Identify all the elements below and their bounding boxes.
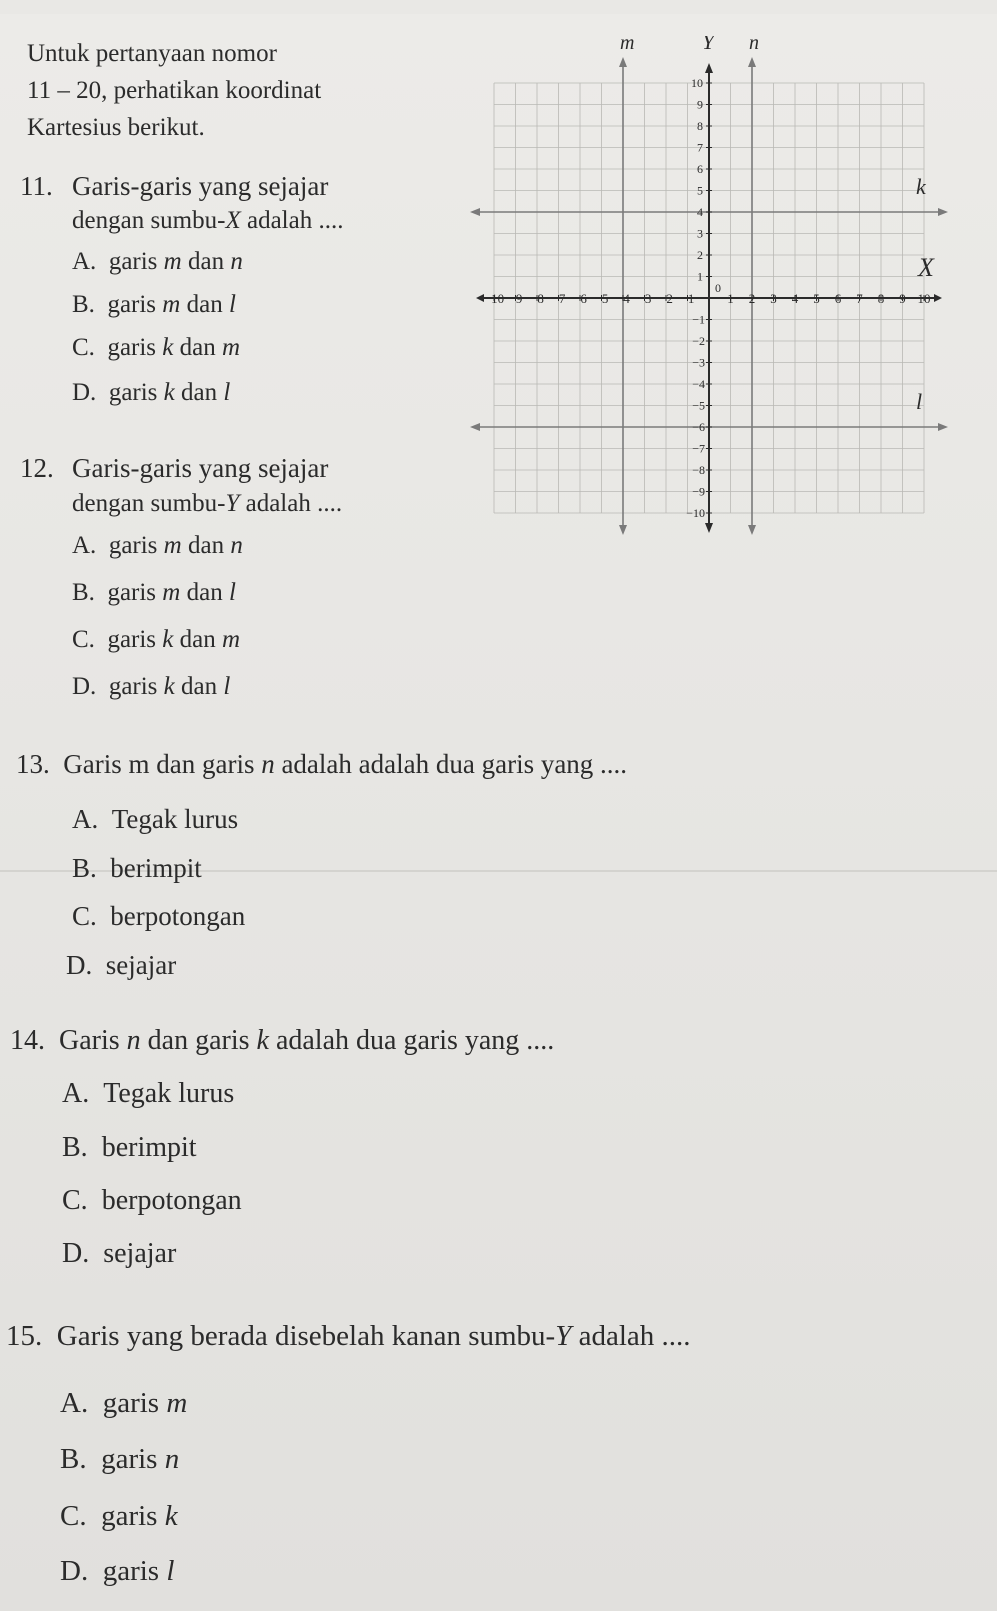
q11-option-a[interactable]: A. garis m dan n — [72, 248, 243, 275]
line-l-label: l — [916, 389, 923, 414]
intro-line-3: Kartesius berikut. — [27, 114, 205, 141]
q13-option-a[interactable]: A. Tegak lurus — [72, 804, 239, 834]
line-l-arrow-right — [938, 423, 948, 431]
y-axis-arrow-down — [705, 523, 713, 533]
x-axis-arrow-right — [934, 294, 942, 302]
q15-option-c[interactable]: C. garis k — [60, 1500, 178, 1532]
q14-option-d[interactable]: D. sejajar — [62, 1238, 177, 1269]
q12-option-d[interactable]: D. garis k dan l — [72, 673, 231, 700]
x-tick-label: 8 — [877, 291, 885, 306]
y-tick-label: 10 — [691, 76, 703, 90]
x-axis-arrow-left — [476, 294, 484, 302]
line-n-arrow-down — [748, 525, 756, 535]
q12-option-b[interactable]: B. garis m dan l — [72, 579, 236, 606]
y-tick-label: 1 — [697, 269, 703, 284]
x-tick-label: 9 — [899, 291, 906, 306]
x-tick-label: −8 — [530, 291, 544, 306]
x-tick-label: 1 — [727, 291, 734, 306]
y-tick-label: −1 — [692, 312, 705, 327]
q13-stem: 13. Garis m dan garis n adalah adalah dua garis yang .... — [16, 749, 628, 779]
y-tick-label: −4 — [692, 377, 705, 391]
line-m-label: m — [620, 36, 635, 54]
q15-option-a[interactable]: A. garis m — [60, 1387, 188, 1419]
y-tick-label: 7 — [697, 140, 703, 155]
x-tick-label: 5 — [813, 291, 820, 306]
y-tick-label: 3 — [697, 226, 703, 241]
y-tick-label: −5 — [692, 398, 705, 413]
y-tick-label: −2 — [692, 334, 705, 348]
x-tick-label: −5 — [594, 291, 609, 306]
y-tick-label: 4 — [697, 205, 703, 219]
y-axis-arrow-up — [705, 63, 713, 73]
q11-option-d[interactable]: D. garis k dan l — [72, 379, 231, 406]
x-tick-label: 6 — [834, 291, 842, 306]
y-tick-label: 8 — [697, 119, 703, 133]
x-tick-label: 10 — [917, 291, 931, 306]
q12-option-c[interactable]: C. garis k dan m — [72, 626, 241, 653]
q14-option-a[interactable]: A. Tegak lurus — [62, 1078, 235, 1109]
q15-option-b[interactable]: B. garis n — [60, 1443, 180, 1475]
intro-line-2: 11 – 20, perhatikan koordinat — [27, 77, 322, 104]
q13-option-b[interactable]: B. berimpit — [72, 853, 202, 883]
y-tick-label: −9 — [692, 484, 705, 499]
x-tick-label: −4 — [616, 291, 630, 306]
q12-number: 12. — [20, 453, 54, 483]
x-tick-label: 3 — [770, 291, 777, 306]
x-tick-label: −7 — [551, 291, 566, 306]
line-n-label: n — [749, 36, 759, 54]
line-k-arrow-right — [938, 208, 948, 216]
q11-stem-line-1: Garis-garis yang sejajar — [72, 171, 329, 201]
y-tick-label: 2 — [697, 248, 703, 262]
line-l-arrow-left — [470, 423, 480, 431]
x-tick-label: −9 — [508, 291, 523, 306]
y-tick-label: 5 — [697, 183, 703, 198]
q14-stem: 14. Garis n dan garis k adalah dua garis yang .... — [10, 1025, 555, 1056]
x-tick-label: −1 — [680, 291, 695, 306]
x-tick-label: −6 — [573, 291, 587, 306]
x-tick-label: 2 — [748, 291, 756, 306]
line-k-arrow-left — [470, 208, 480, 216]
q14-option-c[interactable]: C. berpotongan — [62, 1185, 242, 1216]
origin-label: 0 — [715, 281, 721, 295]
cartesian-graph-svg — [455, 36, 975, 546]
y-tick-label: 6 — [697, 162, 703, 176]
q11-stem-line-2: dengan sumbu-X adalah .... — [72, 207, 344, 234]
y-tick-label: −10 — [686, 506, 705, 520]
x-tick-label: 7 — [856, 291, 863, 306]
y-tick-label: −3 — [692, 355, 705, 370]
q11-option-c[interactable]: C. garis k dan m — [72, 334, 241, 361]
intro-line-1: Untuk pertanyaan nomor — [27, 40, 277, 67]
cartesian-graph — [455, 36, 975, 546]
q11-option-b[interactable]: B. garis m dan l — [72, 291, 236, 318]
y-tick-label: 9 — [697, 97, 703, 112]
q13-option-d[interactable]: D. sejajar — [66, 950, 177, 980]
y-tick-label: −7 — [692, 441, 705, 456]
q11-number: 11. — [20, 171, 53, 201]
line-m-arrow-up — [619, 57, 627, 67]
q15-option-d[interactable]: D. garis l — [60, 1555, 175, 1587]
q12-stem-line-2: dengan sumbu-Y adalah .... — [72, 490, 343, 517]
q12-stem-line-1: Garis-garis yang sejajar — [72, 453, 329, 483]
x-tick-label: −10 — [483, 291, 505, 306]
line-n-arrow-up — [748, 57, 756, 67]
q12-option-a[interactable]: A. garis m dan n — [72, 532, 243, 559]
q14-option-b[interactable]: B. berimpit — [62, 1132, 197, 1163]
x-axis-label: X — [918, 253, 934, 282]
y-axis-label: Y — [702, 36, 715, 54]
x-tick-label: 4 — [791, 291, 799, 306]
x-tick-label: −3 — [637, 291, 652, 306]
y-tick-label: −6 — [692, 420, 705, 434]
y-tick-label: −8 — [692, 463, 705, 477]
q15-stem: 15. Garis yang berada disebelah kanan sumbu-Y adalah .... — [6, 1320, 691, 1352]
line-k-label: k — [916, 174, 926, 199]
line-m-arrow-down — [619, 525, 627, 535]
x-tick-label: −2 — [659, 291, 673, 306]
q13-option-c[interactable]: C. berpotongan — [72, 901, 246, 931]
